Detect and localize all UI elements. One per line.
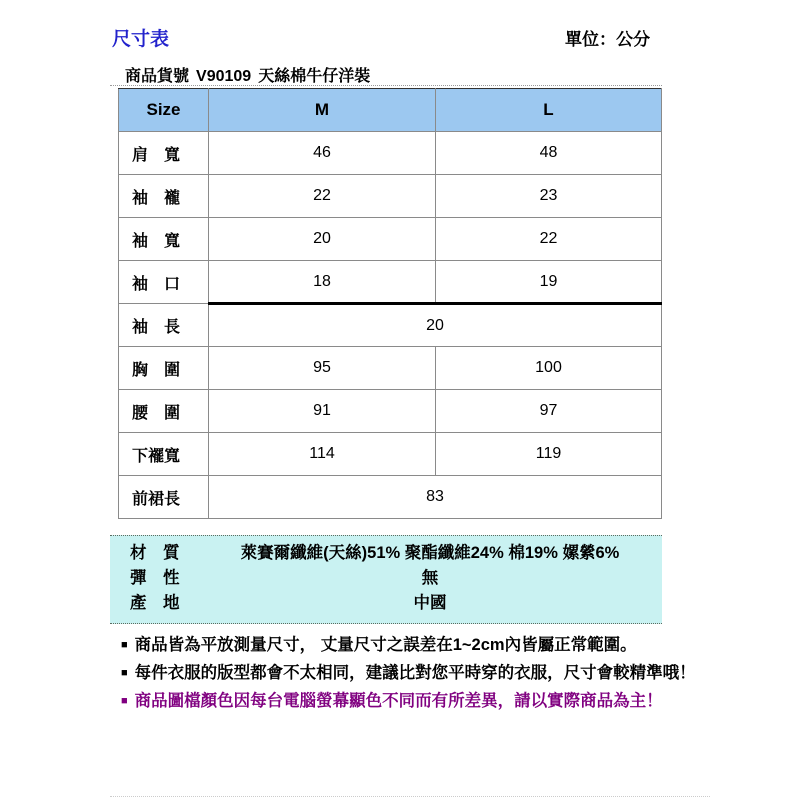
col-header-size: Size — [119, 89, 209, 132]
row-label: 胸 圍 — [119, 347, 209, 390]
size-table-header-row — [119, 89, 662, 132]
info-row-origin — [110, 591, 662, 616]
row-label: 下襬寬 — [119, 433, 209, 476]
row-label: 袖 襱 — [119, 175, 209, 218]
table-row-bust — [119, 347, 662, 390]
value-merged: 83 — [209, 476, 662, 519]
value-l: 19 — [436, 261, 662, 304]
value-merged: 20 — [209, 304, 662, 347]
row-label: 袖 長 — [119, 304, 209, 347]
table-row-front-skirt-length — [119, 476, 662, 519]
col-header-m: M — [209, 89, 436, 132]
value-m: 114 — [209, 433, 436, 476]
row-label: 袖 口 — [119, 261, 209, 304]
table-row-shoulder — [119, 132, 662, 175]
note-color-disclaimer — [121, 687, 696, 715]
value-l: 100 — [436, 347, 662, 390]
table-row-hem-width — [119, 433, 662, 476]
info-value: 萊賽爾纖維(天絲)51% 聚酯纖維24% 棉19% 嫘縈6% — [240, 544, 620, 562]
note-text: 商品皆為平放測量尺寸， 丈量尺寸之誤差在1~2cm內皆屬正常範圍。 — [134, 636, 637, 654]
value-l: 119 — [436, 433, 662, 476]
table-row-cuff — [119, 261, 662, 304]
row-label: 前裙長 — [119, 476, 209, 519]
info-label: 產 地 — [130, 594, 180, 612]
info-label: 彈 性 — [130, 569, 180, 587]
table-row-sleeve-width — [119, 218, 662, 261]
info-row-material — [110, 541, 662, 566]
col-header-l: L — [436, 89, 662, 132]
info-value: 無 — [421, 569, 439, 587]
value-m: 18 — [209, 261, 436, 304]
info-label: 材 質 — [130, 544, 180, 562]
product-code: V90109 — [196, 68, 252, 85]
value-l: 23 — [436, 175, 662, 218]
note-text: 每件衣服的版型都會不太相同，建議比對您平時穿的衣服，尺寸會較精準哦！ — [134, 664, 696, 682]
note-measurement — [121, 631, 696, 659]
row-label: 袖 寬 — [119, 218, 209, 261]
value-m: 22 — [209, 175, 436, 218]
info-value: 中國 — [413, 594, 447, 612]
table-row-armhole — [119, 175, 662, 218]
value-m: 20 — [209, 218, 436, 261]
note-text: 商品圖檔顏色因每台電腦螢幕顯色不同而有所差異，請以實際商品為主！ — [134, 692, 663, 710]
row-label: 腰 圍 — [119, 390, 209, 433]
value-l: 22 — [436, 218, 662, 261]
product-number-label: 商品貨號 — [125, 68, 190, 85]
bottom-dotted-divider — [110, 796, 710, 797]
bullet-square-icon: ■ — [121, 667, 128, 679]
table-row-waist — [119, 390, 662, 433]
product-line — [125, 63, 377, 86]
value-l: 97 — [436, 390, 662, 433]
value-m: 46 — [209, 132, 436, 175]
footnotes — [121, 631, 696, 715]
value-m: 91 — [209, 390, 436, 433]
product-name: 天絲棉牛仔洋裝 — [258, 68, 371, 85]
value-l: 48 — [436, 132, 662, 175]
table-row-sleeve-length — [119, 304, 662, 347]
unit-label: 單位：公分 — [565, 30, 650, 49]
row-label: 肩 寬 — [119, 132, 209, 175]
note-fit — [121, 659, 696, 687]
bullet-square-icon: ■ — [121, 639, 128, 651]
size-table — [118, 88, 662, 519]
size-table-wrap — [110, 85, 662, 519]
bullet-square-icon: ■ — [121, 695, 128, 707]
product-info-box — [110, 535, 662, 624]
value-m: 95 — [209, 347, 436, 390]
info-row-elasticity — [110, 566, 662, 591]
page-title: 尺寸表 — [112, 29, 170, 50]
